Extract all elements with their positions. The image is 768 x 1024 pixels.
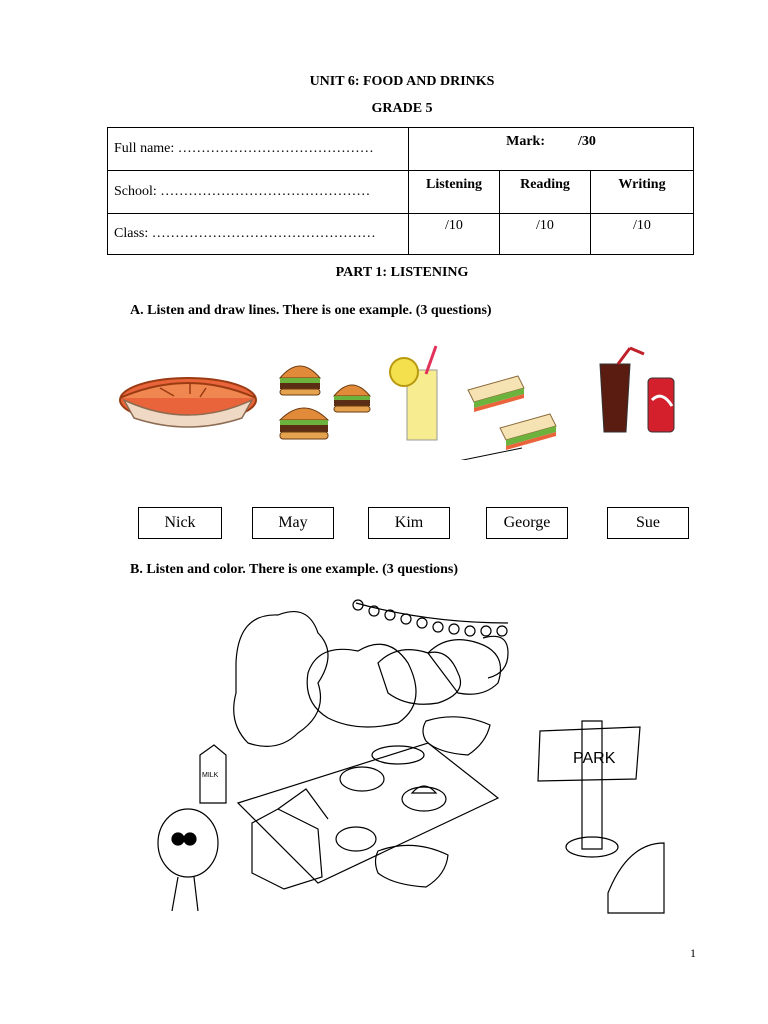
- name-may: May: [278, 514, 308, 531]
- page-number: 1: [690, 946, 696, 960]
- part1-title: PART 1: LISTENING: [335, 265, 469, 280]
- listening-header: Listening: [409, 171, 500, 214]
- writing-header: Writing: [591, 171, 694, 214]
- section-b-instruction: B. Listen and color. There is one example. (3 questions): [130, 562, 458, 577]
- food-pictures: [110, 340, 700, 460]
- school-label: School: ………………………………………: [114, 184, 371, 199]
- class-cell[interactable]: [108, 214, 409, 255]
- listening-score[interactable]: /10: [409, 214, 500, 255]
- name-box-nick[interactable]: [138, 507, 222, 539]
- name-box-may[interactable]: [252, 507, 334, 539]
- cola-image: [600, 348, 674, 432]
- reading-score[interactable]: /10: [500, 214, 591, 255]
- reading-header: Reading: [500, 171, 591, 214]
- mark-label: Mark:: [506, 134, 545, 149]
- name-george: George: [503, 514, 551, 531]
- school-cell[interactable]: [108, 171, 409, 214]
- burgers-image: [280, 366, 370, 439]
- name-box-george[interactable]: [486, 507, 568, 539]
- section-a-instruction: A. Listen and draw lines. There is one example. (3 questions): [130, 303, 492, 318]
- name-box-sue[interactable]: [607, 507, 689, 539]
- full-name-label: Full name: ……………………………………: [114, 141, 374, 156]
- pie-image: [120, 378, 256, 427]
- writing-score[interactable]: /10: [591, 214, 694, 255]
- grade-title: GRADE 5: [371, 101, 433, 116]
- unit-title: UNIT 6: FOOD AND DRINKS: [309, 74, 495, 89]
- mark-cell: [409, 128, 694, 171]
- name-sue: Sue: [636, 514, 660, 531]
- milk-carton-text: MILK: [202, 772, 219, 779]
- name-nick: Nick: [164, 514, 196, 531]
- name-box-kim[interactable]: [368, 507, 450, 539]
- mark-total: /30: [578, 134, 596, 149]
- sandwiches-image: [468, 376, 556, 450]
- picnic-scene-image: [128, 593, 668, 918]
- example-line: [188, 448, 522, 460]
- student-info-table: [107, 127, 694, 255]
- park-sign-text: PARK: [573, 750, 616, 767]
- full-name-cell[interactable]: [108, 128, 409, 171]
- class-label: Class: …………………………………………: [114, 226, 376, 241]
- lemonade-image: [390, 346, 437, 440]
- name-kim: Kim: [394, 514, 424, 531]
